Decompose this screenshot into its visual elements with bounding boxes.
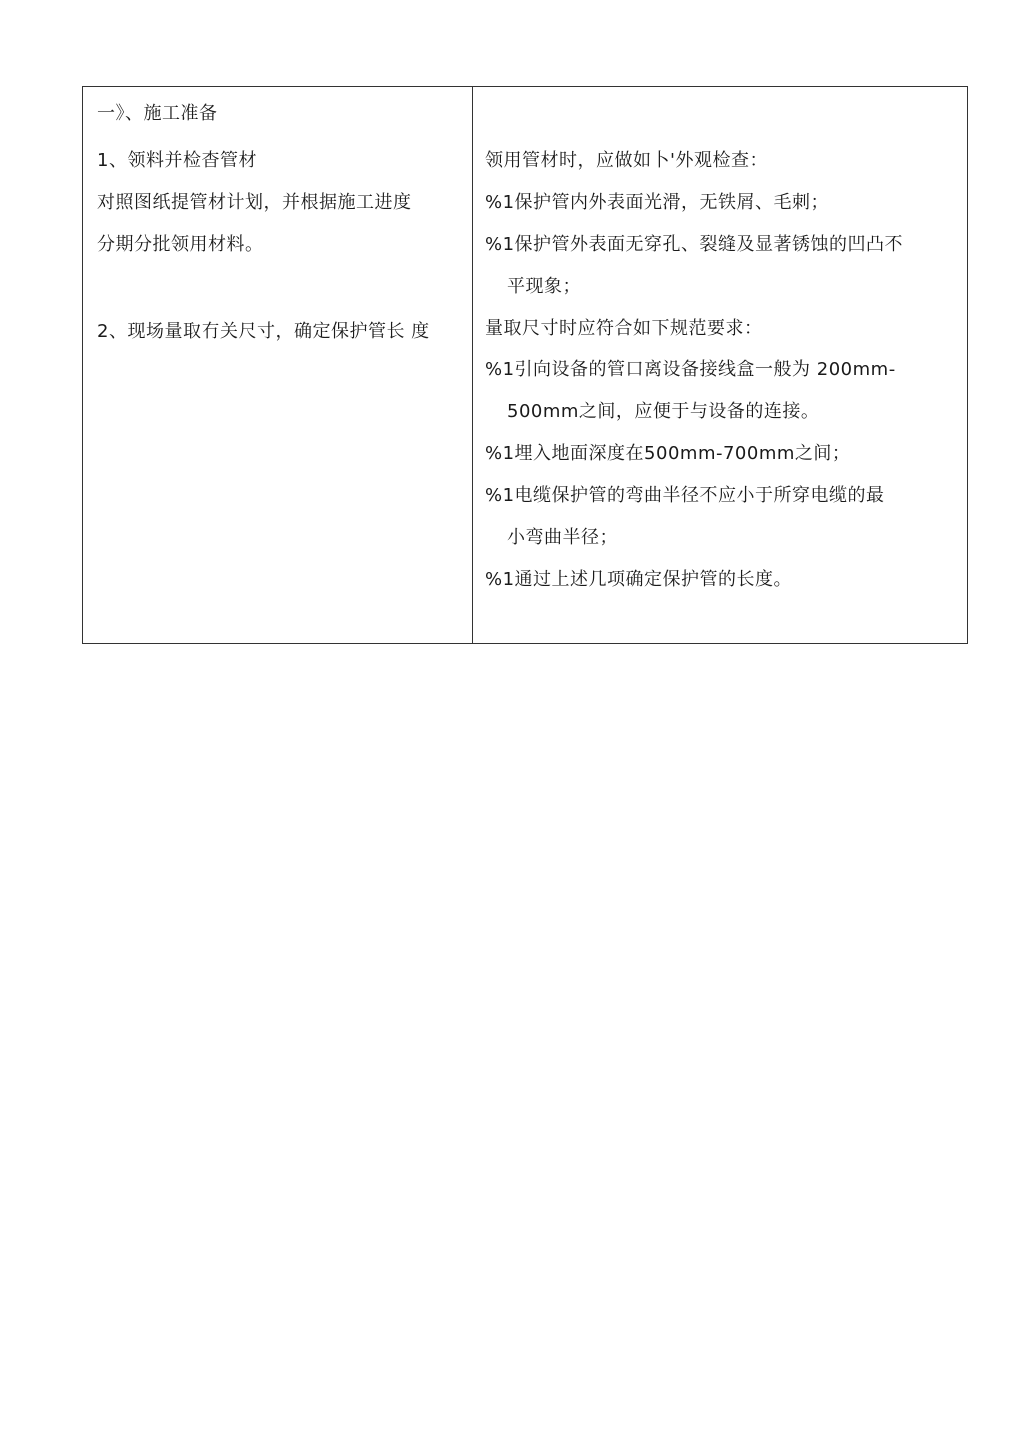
measure-item: %1埋入地面深度在500mm-700mm之间； (485, 443, 851, 464)
measure-item: %1通过上述几项确定保护管的长度。 (485, 569, 793, 590)
check-intro: 领用管材时，应做如卜'外观检查： (485, 150, 768, 171)
measure-item: %1电缆保护管的弯曲半径不应小于所穿电缆的最 (485, 485, 885, 506)
item2-title: 2、现场量取冇关尺寸，确定保护管长 度 (97, 321, 430, 342)
item1-desc-line2: 分期分批领用材料。 (97, 234, 264, 255)
left-column (83, 87, 473, 643)
measure-item: %1引向设备的管口离设备接线盒一般为 200mm- (485, 359, 896, 380)
measure-item-continuation: 500mm之间，应便于与设备的连接。 (507, 401, 820, 422)
check-item-continuation: 平现象； (507, 276, 581, 297)
check-item: %1保护管外表面无穿孔、裂缝及显著锈蚀的凹凸不 (485, 234, 904, 255)
item1-title: 1、领料并检杳管材 (97, 150, 257, 171)
section-title: 一》、施工准备 (97, 103, 218, 124)
item1-desc-line1: 对照图纸提管材计划，并根据施工进度 (97, 192, 412, 213)
measure-item-continuation: 小弯曲半径； (507, 527, 618, 548)
construction-table (82, 86, 968, 644)
right-column (473, 87, 967, 643)
check-item: %1保护管内外表面光滑，无铁屑、毛刺； (485, 192, 830, 213)
measure-intro: 量取尺寸时应符合如下规范要求： (485, 318, 763, 339)
